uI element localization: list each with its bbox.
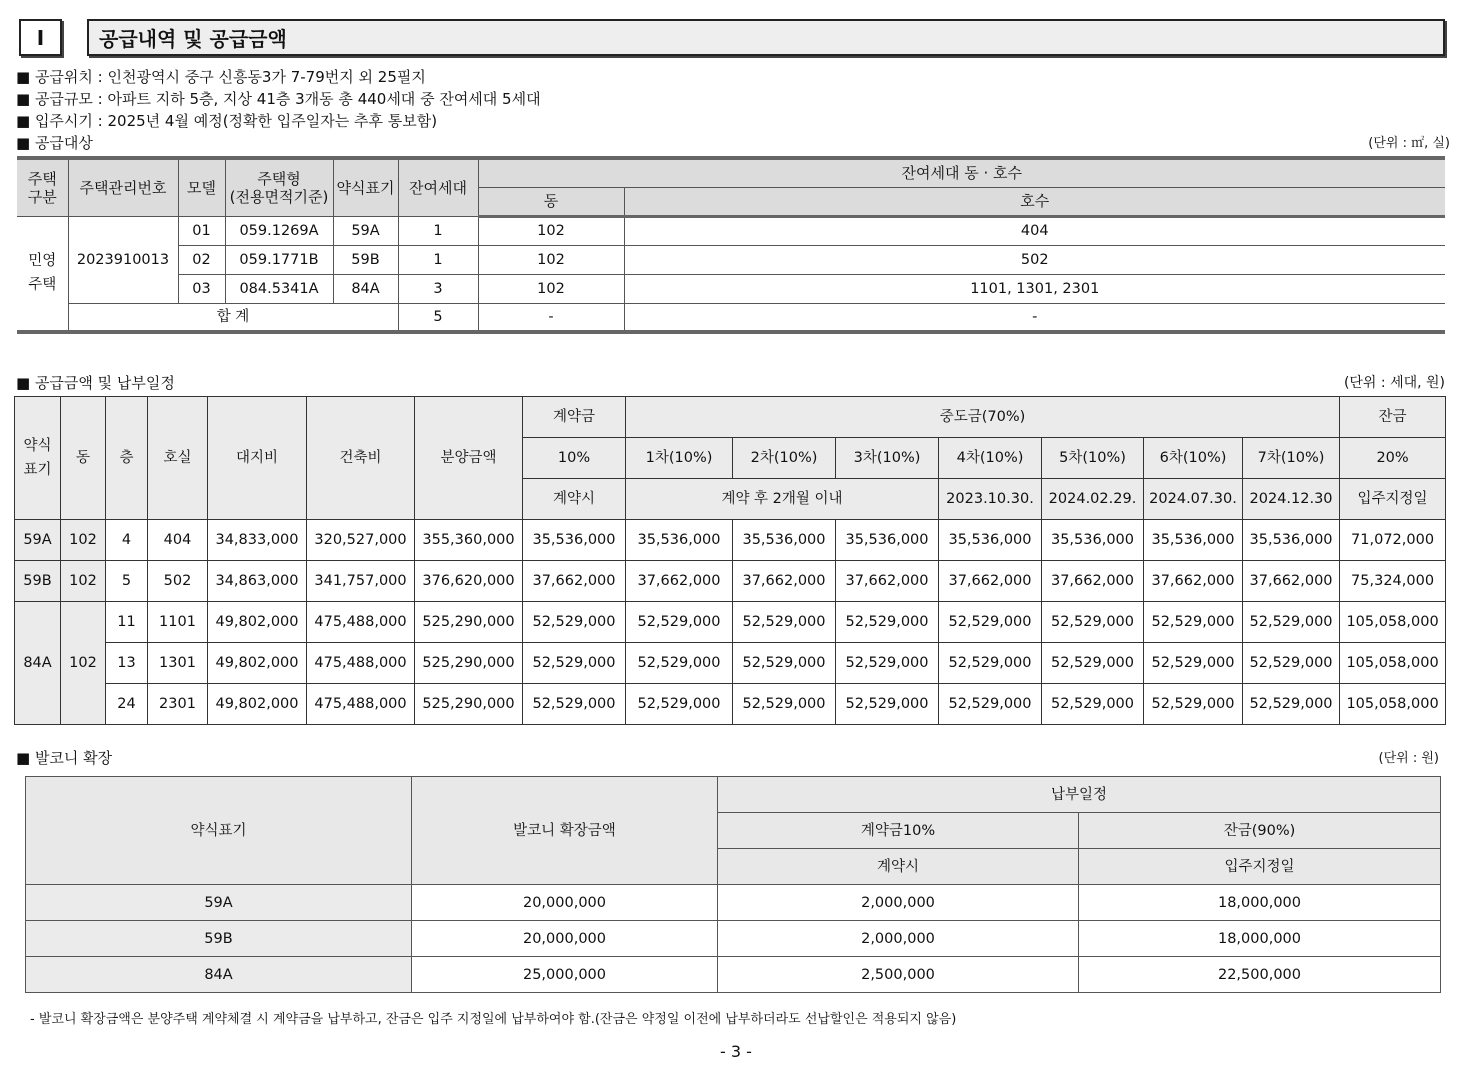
m5: 35,536,000 — [1042, 520, 1144, 561]
header-abbr: 약식 표기 — [15, 397, 61, 520]
balance: 18,000,000 — [1079, 885, 1441, 921]
header-m123-when: 계약 후 2개월 이내 — [626, 479, 939, 520]
land: 34,863,000 — [208, 561, 307, 602]
header-m1: 1차(10%) — [626, 438, 733, 479]
price-schedule-title: ■ 공급금액 및 납부일정 — [16, 374, 175, 392]
m1: 52,529,000 — [626, 643, 733, 684]
abbr: 59B — [333, 245, 398, 274]
balance: 22,500,000 — [1079, 957, 1441, 993]
table-row — [17, 274, 1445, 303]
header-middle: 중도금(70%) — [626, 397, 1340, 438]
floor: 11 — [106, 602, 148, 643]
header-house-type-sub: (전용면적기준) — [229, 187, 329, 206]
header-schedule: 납부일정 — [718, 777, 1441, 813]
header-model: 모델 — [178, 158, 225, 216]
building: 475,488,000 — [307, 684, 415, 725]
m3: 52,529,000 — [836, 684, 939, 725]
m6: 52,529,000 — [1144, 643, 1243, 684]
hosu: 404 — [624, 216, 1445, 245]
deposit: 52,529,000 — [523, 643, 626, 684]
hosu: 502 — [624, 245, 1445, 274]
supply-unit: (단위 : ㎡, 실) — [1368, 136, 1450, 151]
dong: 102 — [61, 520, 106, 561]
amount: 25,000,000 — [412, 957, 718, 993]
m5: 52,529,000 — [1042, 684, 1144, 725]
header-house-type-label: 주택형 — [257, 169, 301, 188]
m3: 52,529,000 — [836, 602, 939, 643]
table-row — [15, 684, 1446, 725]
abbr: 59B — [26, 921, 412, 957]
price-schedule-table — [14, 396, 1446, 725]
type-label: 민영 주택 — [17, 216, 68, 332]
section-number: Ⅰ — [19, 19, 62, 56]
total-hosu: - — [624, 303, 1445, 332]
header-mgmt-no: 주택관리번호 — [68, 158, 178, 216]
m4: 52,529,000 — [939, 684, 1042, 725]
page-number: - 3 - — [720, 1042, 752, 1061]
header-dong: 동 — [478, 187, 624, 216]
m7: 52,529,000 — [1243, 643, 1340, 684]
balcony-unit: (단위 : 원) — [1378, 751, 1439, 766]
count: 3 — [398, 274, 478, 303]
m5: 37,662,000 — [1042, 561, 1144, 602]
balcony-title: ■ 발코니 확장 — [16, 749, 113, 767]
amount: 20,000,000 — [412, 921, 718, 957]
model: 03 — [178, 274, 225, 303]
header-m4-when: 2023.10.30. — [939, 479, 1042, 520]
amount: 20,000,000 — [412, 885, 718, 921]
dong: 102 — [61, 602, 106, 725]
abbr: 59A — [333, 216, 398, 245]
section-title: 공급내역 및 공급금액 — [87, 19, 1445, 56]
abbr: 84A — [333, 274, 398, 303]
header-dong: 동 — [61, 397, 106, 520]
m7: 52,529,000 — [1243, 602, 1340, 643]
abbr: 84A — [15, 602, 61, 725]
header-building: 건축비 — [307, 397, 415, 520]
m6: 52,529,000 — [1144, 684, 1243, 725]
m7: 52,529,000 — [1243, 684, 1340, 725]
room: 1101 — [148, 602, 208, 643]
info-scale: ■ 공급규모 : 아파트 지하 5층, 지상 41층 3개동 총 440세대 중 잔여세대 5세대 — [16, 90, 541, 108]
header-m2: 2차(10%) — [733, 438, 836, 479]
house-type: 084.5341A — [225, 274, 333, 303]
deposit: 35,536,000 — [523, 520, 626, 561]
table-row — [26, 957, 1441, 993]
dong: 102 — [478, 274, 624, 303]
header-m6: 6차(10%) — [1144, 438, 1243, 479]
table-row — [15, 602, 1446, 643]
sale: 525,290,000 — [415, 602, 523, 643]
land: 49,802,000 — [208, 684, 307, 725]
header-deposit-pct: 10% — [523, 438, 626, 479]
room: 404 — [148, 520, 208, 561]
room: 502 — [148, 561, 208, 602]
m7: 37,662,000 — [1243, 561, 1340, 602]
header-m5: 5차(10%) — [1042, 438, 1144, 479]
header-balance-when: 입주지정일 — [1079, 849, 1441, 885]
header-m5-when: 2024.02.29. — [1042, 479, 1144, 520]
sale: 525,290,000 — [415, 684, 523, 725]
m5: 52,529,000 — [1042, 643, 1144, 684]
header-m3: 3차(10%) — [836, 438, 939, 479]
balance: 105,058,000 — [1340, 684, 1446, 725]
deposit: 2,500,000 — [718, 957, 1079, 993]
m1: 35,536,000 — [626, 520, 733, 561]
header-hosu: 호수 — [624, 187, 1445, 216]
header-deposit-when: 계약시 — [718, 849, 1079, 885]
header-deposit-when: 계약시 — [523, 479, 626, 520]
m6: 37,662,000 — [1144, 561, 1243, 602]
house-type: 059.1269A — [225, 216, 333, 245]
balance: 105,058,000 — [1340, 602, 1446, 643]
m7: 35,536,000 — [1243, 520, 1340, 561]
sale: 355,360,000 — [415, 520, 523, 561]
total-label: 합 계 — [68, 303, 398, 332]
deposit: 52,529,000 — [523, 684, 626, 725]
floor: 4 — [106, 520, 148, 561]
m4: 52,529,000 — [939, 602, 1042, 643]
header-house-type — [225, 158, 333, 216]
abbr: 59A — [15, 520, 61, 561]
m1: 37,662,000 — [626, 561, 733, 602]
header-balance-pct: 20% — [1340, 438, 1446, 479]
room: 1301 — [148, 643, 208, 684]
total-dong: - — [478, 303, 624, 332]
header-m6-when: 2024.07.30. — [1144, 479, 1243, 520]
floor: 13 — [106, 643, 148, 684]
abbr: 84A — [26, 957, 412, 993]
header-amount: 발코니 확장금액 — [412, 777, 718, 885]
building: 320,527,000 — [307, 520, 415, 561]
header-deposit: 계약금 — [523, 397, 626, 438]
table-row — [17, 245, 1445, 274]
deposit: 2,000,000 — [718, 921, 1079, 957]
m1: 52,529,000 — [626, 602, 733, 643]
balcony-note: - 발코니 확장금액은 분양주택 계약체결 시 계약금을 납부하고, 잔금은 입주 지정일에 납부하여야 함.(잔금은 약정일 이전에 납부하더라도 선납할인은 적용되지 않음) — [30, 1012, 957, 1027]
header-balance-when: 입주지정일 — [1340, 479, 1446, 520]
hosu: 1101, 1301, 2301 — [624, 274, 1445, 303]
header-room: 호실 — [148, 397, 208, 520]
deposit: 37,662,000 — [523, 561, 626, 602]
m2: 52,529,000 — [733, 643, 836, 684]
header-m7-when: 2024.12.30 — [1243, 479, 1340, 520]
abbr: 59A — [26, 885, 412, 921]
m2: 37,662,000 — [733, 561, 836, 602]
m2: 52,529,000 — [733, 684, 836, 725]
table-row — [26, 885, 1441, 921]
info-move-in: ■ 입주시기 : 2025년 4월 예정(정확한 입주일자는 추후 통보함) — [16, 112, 438, 130]
balance: 18,000,000 — [1079, 921, 1441, 957]
dong: 102 — [61, 561, 106, 602]
balance: 105,058,000 — [1340, 643, 1446, 684]
table-row — [17, 216, 1445, 245]
m4: 35,536,000 — [939, 520, 1042, 561]
m3: 35,536,000 — [836, 520, 939, 561]
header-m4: 4차(10%) — [939, 438, 1042, 479]
floor: 24 — [106, 684, 148, 725]
m3: 52,529,000 — [836, 643, 939, 684]
header-type: 주택 구분 — [17, 158, 68, 216]
dong: 102 — [478, 216, 624, 245]
info-supply-target: ■ 공급대상 — [16, 134, 93, 152]
m4: 52,529,000 — [939, 643, 1042, 684]
balance: 75,324,000 — [1340, 561, 1446, 602]
m2: 35,536,000 — [733, 520, 836, 561]
header-land: 대지비 — [208, 397, 307, 520]
info-location: ■ 공급위치 : 인천광역시 중구 신흥동3가 7-79번지 외 25필지 — [16, 68, 426, 86]
m6: 52,529,000 — [1144, 602, 1243, 643]
table-row — [15, 520, 1446, 561]
header-sale: 분양금액 — [415, 397, 523, 520]
total-row — [17, 303, 1445, 332]
m2: 52,529,000 — [733, 602, 836, 643]
m6: 35,536,000 — [1144, 520, 1243, 561]
count: 1 — [398, 216, 478, 245]
mgmt-no: 2023910013 — [68, 216, 178, 303]
header-floor: 층 — [106, 397, 148, 520]
header-balance: 잔금 — [1340, 397, 1446, 438]
header-deposit: 계약금10% — [718, 813, 1079, 849]
price-schedule-unit: (단위 : 세대, 원) — [1343, 375, 1445, 391]
header-remaining: 잔여세대 — [398, 158, 478, 216]
house-type: 059.1771B — [225, 245, 333, 274]
m5: 52,529,000 — [1042, 602, 1144, 643]
room: 2301 — [148, 684, 208, 725]
building: 341,757,000 — [307, 561, 415, 602]
supply-target-table — [17, 156, 1445, 334]
header-balance: 잔금(90%) — [1079, 813, 1441, 849]
header-abbr: 약식표기 — [333, 158, 398, 216]
m4: 37,662,000 — [939, 561, 1042, 602]
building: 475,488,000 — [307, 602, 415, 643]
count: 1 — [398, 245, 478, 274]
table-row — [15, 643, 1446, 684]
model: 01 — [178, 216, 225, 245]
land: 49,802,000 — [208, 602, 307, 643]
header-remaining-units: 잔여세대 동 · 호수 — [478, 158, 1445, 187]
table-row — [26, 921, 1441, 957]
header-abbr: 약식표기 — [26, 777, 412, 885]
land: 49,802,000 — [208, 643, 307, 684]
model: 02 — [178, 245, 225, 274]
deposit: 2,000,000 — [718, 885, 1079, 921]
deposit: 52,529,000 — [523, 602, 626, 643]
header-m7: 7차(10%) — [1243, 438, 1340, 479]
m3: 37,662,000 — [836, 561, 939, 602]
balance: 71,072,000 — [1340, 520, 1446, 561]
floor: 5 — [106, 561, 148, 602]
building: 475,488,000 — [307, 643, 415, 684]
abbr: 59B — [15, 561, 61, 602]
land: 34,833,000 — [208, 520, 307, 561]
total-count: 5 — [398, 303, 478, 332]
m1: 52,529,000 — [626, 684, 733, 725]
table-row — [15, 561, 1446, 602]
sale: 525,290,000 — [415, 643, 523, 684]
dong: 102 — [478, 245, 624, 274]
sale: 376,620,000 — [415, 561, 523, 602]
balcony-table — [25, 776, 1441, 993]
